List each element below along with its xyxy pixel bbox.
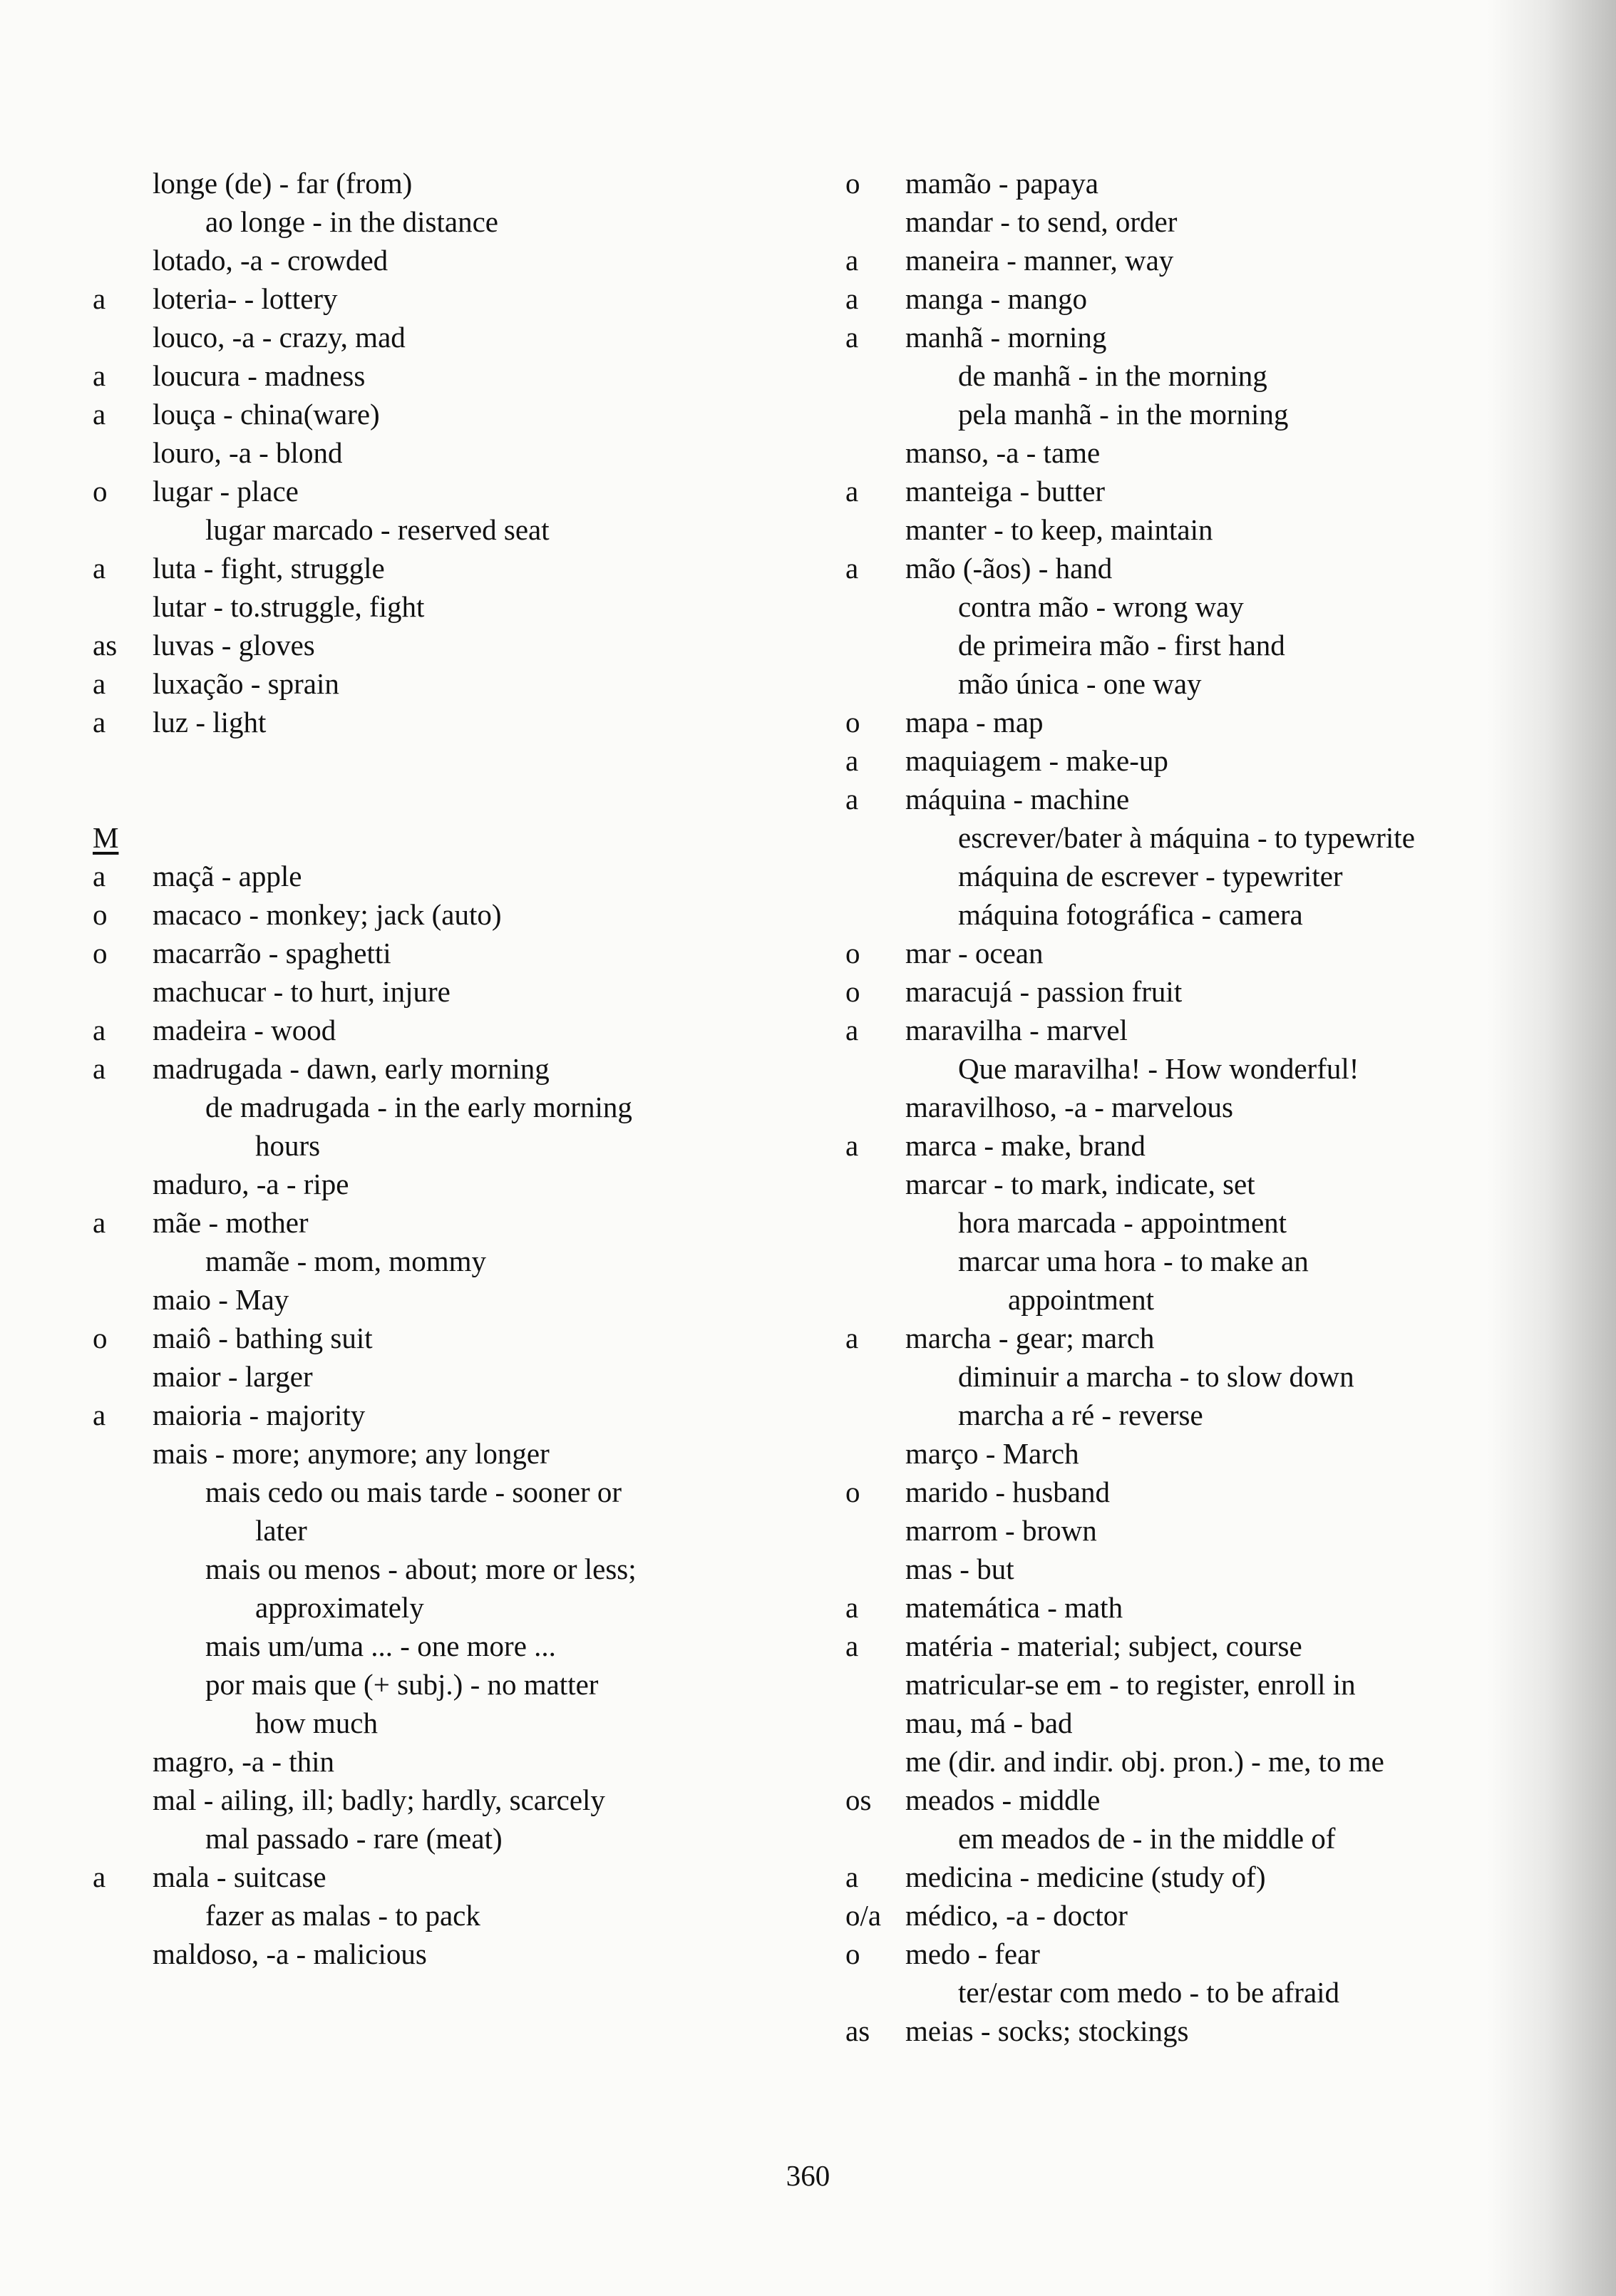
dictionary-entry	[845, 1165, 1530, 1203]
entry-article: a	[845, 1630, 859, 1662]
entry-article: a	[845, 282, 859, 315]
entry-headword: mais - more; anymore; any longer	[153, 1437, 550, 1470]
dictionary-entry	[93, 972, 777, 1011]
entry-subentry: approximately	[255, 1591, 424, 1624]
entry-subentry: por mais que (+ subj.) - no matter	[205, 1668, 599, 1701]
entry-subentry: escrever/bater à máquina - to typewrite	[958, 821, 1415, 854]
entry-headword: mar - ocean	[905, 937, 1044, 969]
entry-headword: marrom - brown	[905, 1514, 1097, 1547]
entry-subentry: lugar marcado - reserved seat	[205, 513, 550, 546]
entry-subentry: hours	[255, 1129, 321, 1162]
entry-article: o	[845, 706, 860, 738]
entry-article: as	[845, 2014, 870, 2047]
dictionary-entry	[845, 1203, 1530, 1242]
dictionary-entry	[93, 1704, 777, 1742]
entry-headword: mandar - to send, order	[905, 205, 1178, 238]
entry-headword: loteria- - lottery	[153, 282, 338, 315]
entry-article: a	[845, 475, 859, 508]
entry-headword: maiô - bathing suit	[153, 1322, 373, 1354]
dictionary-entry	[93, 626, 777, 664]
entry-article: o	[845, 937, 860, 969]
entry-headword: louco, -a - crazy, mad	[153, 321, 406, 354]
dictionary-entry	[845, 1742, 1530, 1781]
dictionary-entry	[93, 279, 777, 318]
entry-headword: loucura - madness	[153, 359, 366, 392]
dictionary-entry	[845, 1319, 1530, 1357]
dictionary-entry	[845, 549, 1530, 587]
right-column	[845, 164, 1530, 2050]
dictionary-entry	[845, 818, 1530, 857]
entry-headword: macarrão - spaghetti	[153, 937, 391, 969]
entry-headword: marcar - to mark, indicate, set	[905, 1168, 1255, 1200]
entry-headword: maçã - apple	[153, 860, 302, 892]
entry-article: a	[93, 1052, 106, 1085]
dictionary-entry	[845, 857, 1530, 895]
entry-article: a	[93, 359, 106, 392]
dictionary-entry	[93, 1396, 777, 1434]
entry-headword: maior - larger	[153, 1360, 313, 1393]
dictionary-entry	[93, 1896, 777, 1935]
dictionary-entry	[845, 1011, 1530, 1049]
dictionary-entry	[845, 1242, 1530, 1280]
entry-headword: matéria - material; subject, course	[905, 1630, 1302, 1662]
entry-article: a	[845, 744, 859, 777]
entry-headword: louça - china(ware)	[153, 398, 380, 431]
dictionary-entry	[845, 1280, 1530, 1319]
dictionary-entry	[845, 433, 1530, 472]
dictionary-entry	[93, 1126, 777, 1165]
entry-subentry: marcar uma hora - to make an	[958, 1245, 1309, 1277]
dictionary-entry	[845, 895, 1530, 934]
entry-headword: manteiga - butter	[905, 475, 1106, 508]
entry-headword: maneira - manner, way	[905, 244, 1174, 277]
entry-subentry: appointment	[1008, 1283, 1154, 1316]
entry-article: o	[845, 1937, 860, 1970]
entry-headword: mas - but	[905, 1553, 1014, 1585]
dictionary-entry	[93, 1088, 777, 1126]
dictionary-entry	[93, 664, 777, 703]
entry-subentry: diminuir a marcha - to slow down	[958, 1360, 1354, 1393]
entry-headword: manso, -a - tame	[905, 436, 1101, 469]
entry-headword: madrugada - dawn, early morning	[153, 1052, 550, 1085]
entry-headword: mapa - map	[905, 706, 1044, 738]
dictionary-entry	[93, 741, 777, 780]
dictionary-entry	[93, 1511, 777, 1550]
entry-headword: lotado, -a - crowded	[153, 244, 388, 277]
dictionary-entry	[845, 279, 1530, 318]
dictionary-entry	[93, 780, 777, 818]
dictionary-entry	[93, 433, 777, 472]
dictionary-entry	[845, 587, 1530, 626]
entry-headword: manga - mango	[905, 282, 1088, 315]
entry-headword: macaco - monkey; jack (auto)	[153, 898, 502, 931]
entry-headword: lutar - to.struggle, fight	[153, 590, 425, 623]
dictionary-entry	[93, 1049, 777, 1088]
dictionary-entry	[845, 1511, 1530, 1550]
entry-headword: luz - light	[153, 706, 267, 738]
entry-subentry: ao longe - in the distance	[205, 205, 499, 238]
entry-article: a	[93, 1860, 106, 1893]
dictionary-entry	[845, 626, 1530, 664]
dictionary-entry	[93, 1935, 777, 1973]
entry-subentry: de madrugada - in the early morning	[205, 1091, 632, 1123]
dictionary-entry	[93, 1357, 777, 1396]
entry-headword: marca - make, brand	[905, 1129, 1146, 1162]
entry-article: a	[93, 667, 106, 700]
entry-subentry: how much	[255, 1706, 378, 1739]
entry-headword: maravilhoso, -a - marvelous	[905, 1091, 1233, 1123]
entry-headword: medo - fear	[905, 1937, 1040, 1970]
dictionary-entry	[93, 1203, 777, 1242]
entry-article: a	[845, 1129, 859, 1162]
dictionary-entry	[93, 1742, 777, 1781]
dictionary-entry	[93, 164, 777, 202]
entry-headword: luxação - sprain	[153, 667, 339, 700]
entry-article: o/a	[845, 1899, 882, 1932]
entry-headword: mala - suitcase	[153, 1860, 326, 1893]
dictionary-entry	[845, 1627, 1530, 1665]
dictionary-entry	[845, 1396, 1530, 1434]
dictionary-entry	[93, 549, 777, 587]
entry-subentry: hora marcada - appointment	[958, 1206, 1287, 1239]
entry-headword: mão (-ãos) - hand	[905, 552, 1113, 585]
left-column	[93, 164, 777, 1973]
dictionary-entry	[93, 202, 777, 241]
dictionary-entry	[93, 895, 777, 934]
entry-subentry: mamãe - mom, mommy	[205, 1245, 486, 1277]
entry-article: a	[93, 1399, 106, 1431]
dictionary-entry	[845, 356, 1530, 395]
entry-subentry: em meados de - in the middle of	[958, 1822, 1336, 1855]
entry-headword: me (dir. and indir. obj. pron.) - me, to me	[905, 1745, 1384, 1778]
entry-headword: maio - May	[153, 1283, 289, 1316]
entry-headword: março - March	[905, 1437, 1079, 1470]
dictionary-entry	[845, 741, 1530, 780]
entry-article: o	[845, 167, 860, 200]
entry-article: a	[845, 321, 859, 354]
entry-subentry: mais ou menos - about; more or less;	[205, 1553, 637, 1585]
entry-article: o	[845, 975, 860, 1008]
dictionary-entry	[845, 202, 1530, 241]
dictionary-entry	[845, 2012, 1530, 2050]
dictionary-entry	[845, 1473, 1530, 1511]
entry-headword: médico, -a - doctor	[905, 1899, 1128, 1932]
entry-article: a	[845, 783, 859, 815]
entry-subentry: máquina de escrever - typewriter	[958, 860, 1343, 892]
entry-headword: maioria - majority	[153, 1399, 366, 1431]
dictionary-entry	[93, 241, 777, 279]
dictionary-entry	[93, 1858, 777, 1896]
dictionary-entry	[93, 934, 777, 972]
entry-headword: meias - socks; stockings	[905, 2014, 1189, 2047]
section-heading	[93, 818, 777, 857]
entry-headword: manter - to keep, maintain	[905, 513, 1213, 546]
entry-article: a	[93, 1206, 106, 1239]
dictionary-entry	[845, 1858, 1530, 1896]
section-letter: M	[93, 821, 119, 854]
entry-article: a	[845, 552, 859, 585]
entry-headword: lugar - place	[153, 475, 299, 508]
entry-article: o	[93, 898, 108, 931]
entry-headword: louro, -a - blond	[153, 436, 343, 469]
entry-subentry: de manhã - in the morning	[958, 359, 1267, 392]
dictionary-entry	[93, 1665, 777, 1704]
dictionary-entry	[93, 318, 777, 356]
entry-article: a	[93, 398, 106, 431]
dictionary-entry	[93, 1319, 777, 1357]
entry-headword: maracujá - passion fruit	[905, 975, 1183, 1008]
entry-subentry: mais um/uma ... - one more ...	[205, 1630, 556, 1662]
dictionary-entry	[845, 1781, 1530, 1819]
entry-subentry: pela manhã - in the morning	[958, 398, 1289, 431]
entry-headword: meados - middle	[905, 1783, 1101, 1816]
dictionary-entry	[845, 972, 1530, 1011]
dictionary-entry	[93, 1165, 777, 1203]
dictionary-entry	[93, 1242, 777, 1280]
entry-article: os	[845, 1783, 872, 1816]
dictionary-entry	[845, 241, 1530, 279]
dictionary-entry	[845, 1665, 1530, 1704]
entry-subentry: Que maravilha! - How wonderful!	[958, 1052, 1359, 1085]
dictionary-entry	[845, 1049, 1530, 1088]
entry-headword: maduro, -a - ripe	[153, 1168, 349, 1200]
dictionary-entry	[845, 703, 1530, 741]
entry-article: as	[93, 629, 118, 661]
dictionary-entry	[845, 318, 1530, 356]
dictionary-entry	[845, 472, 1530, 510]
dictionary-entry	[845, 1704, 1530, 1742]
dictionary-entry	[93, 1550, 777, 1588]
entry-headword: mau, má - bad	[905, 1706, 1073, 1739]
entry-article: o	[93, 475, 108, 508]
dictionary-entry	[845, 1588, 1530, 1627]
dictionary-entry	[845, 1819, 1530, 1858]
entry-subentry: contra mão - wrong way	[958, 590, 1244, 623]
dictionary-entry	[93, 857, 777, 895]
dictionary-entry	[93, 1819, 777, 1858]
dictionary-entry	[93, 356, 777, 395]
entry-headword: medicina - medicine (study of)	[905, 1860, 1266, 1893]
entry-article: o	[845, 1476, 860, 1508]
entry-subentry: máquina fotográfica - camera	[958, 898, 1303, 931]
entry-article: a	[845, 1014, 859, 1046]
dictionary-entry	[93, 1588, 777, 1627]
entry-subentry: mal passado - rare (meat)	[205, 1822, 503, 1855]
entry-subentry: fazer as malas - to pack	[205, 1899, 480, 1932]
dictionary-entry	[845, 934, 1530, 972]
entry-headword: maldoso, -a - malicious	[153, 1937, 427, 1970]
entry-article: o	[93, 1322, 108, 1354]
entry-headword: máquina - machine	[905, 783, 1130, 815]
entry-article: a	[93, 552, 106, 585]
entry-headword: maquiagem - make-up	[905, 744, 1168, 777]
entry-subentry: ter/estar com medo - to be afraid	[958, 1976, 1340, 2009]
entry-article: o	[93, 937, 108, 969]
entry-article: a	[93, 1014, 106, 1046]
entry-subentry: mão única - one way	[958, 667, 1202, 700]
entry-headword: matemática - math	[905, 1591, 1123, 1624]
entry-subentry: de primeira mão - first hand	[958, 629, 1285, 661]
dictionary-entry	[845, 164, 1530, 202]
entry-headword: mal - ailing, ill; badly; hardly, scarcely	[153, 1783, 605, 1816]
dictionary-entry	[93, 472, 777, 510]
entry-headword: longe (de) - far (from)	[153, 167, 413, 200]
entry-headword: mãe - mother	[153, 1206, 309, 1239]
dictionary-entry	[845, 1550, 1530, 1588]
dictionary-entry	[93, 510, 777, 549]
dictionary-entry	[845, 1088, 1530, 1126]
entry-article: a	[93, 282, 106, 315]
dictionary-entry	[845, 780, 1530, 818]
entry-subentry: marcha a ré - reverse	[958, 1399, 1203, 1431]
entry-headword: luta - fight, struggle	[153, 552, 385, 585]
dictionary-entry	[93, 1434, 777, 1473]
entry-article: a	[845, 1591, 859, 1624]
entry-article: a	[93, 860, 106, 892]
dictionary-entry	[845, 1357, 1530, 1396]
page-number: 360	[786, 2159, 830, 2192]
dictionary-entry	[845, 1973, 1530, 2012]
dictionary-entry	[93, 587, 777, 626]
entry-article: a	[845, 1860, 859, 1893]
dictionary-entry	[93, 1280, 777, 1319]
entry-headword: matricular-se em - to register, enroll in	[905, 1668, 1356, 1701]
entry-headword: manhã - morning	[905, 321, 1107, 354]
entry-headword: marido - husband	[905, 1476, 1110, 1508]
entry-headword: maravilha - marvel	[905, 1014, 1128, 1046]
entry-headword: mamão - papaya	[905, 167, 1098, 200]
dictionary-entry	[845, 1896, 1530, 1935]
dictionary-entry	[93, 703, 777, 741]
entry-headword: marcha - gear; march	[905, 1322, 1155, 1354]
entry-subentry: mais cedo ou mais tarde - sooner or	[205, 1476, 622, 1508]
entry-headword: magro, -a - thin	[153, 1745, 335, 1778]
entry-headword: luvas - gloves	[153, 629, 315, 661]
dictionary-entry	[93, 1473, 777, 1511]
entry-subentry: later	[255, 1514, 307, 1547]
dictionary-entry	[845, 664, 1530, 703]
dictionary-entry	[93, 1781, 777, 1819]
entry-article: a	[845, 244, 859, 277]
dictionary-entry	[845, 1126, 1530, 1165]
dictionary-entry	[93, 395, 777, 433]
entry-headword: machucar - to hurt, injure	[153, 975, 451, 1008]
dictionary-entry	[845, 1434, 1530, 1473]
dictionary-entry	[845, 510, 1530, 549]
entry-headword: madeira - wood	[153, 1014, 336, 1046]
dictionary-entry	[845, 395, 1530, 433]
dictionary-entry	[93, 1011, 777, 1049]
dictionary-entry	[845, 1935, 1530, 1973]
dictionary-entry	[93, 1627, 777, 1665]
entry-article: a	[845, 1322, 859, 1354]
entry-article: a	[93, 706, 106, 738]
